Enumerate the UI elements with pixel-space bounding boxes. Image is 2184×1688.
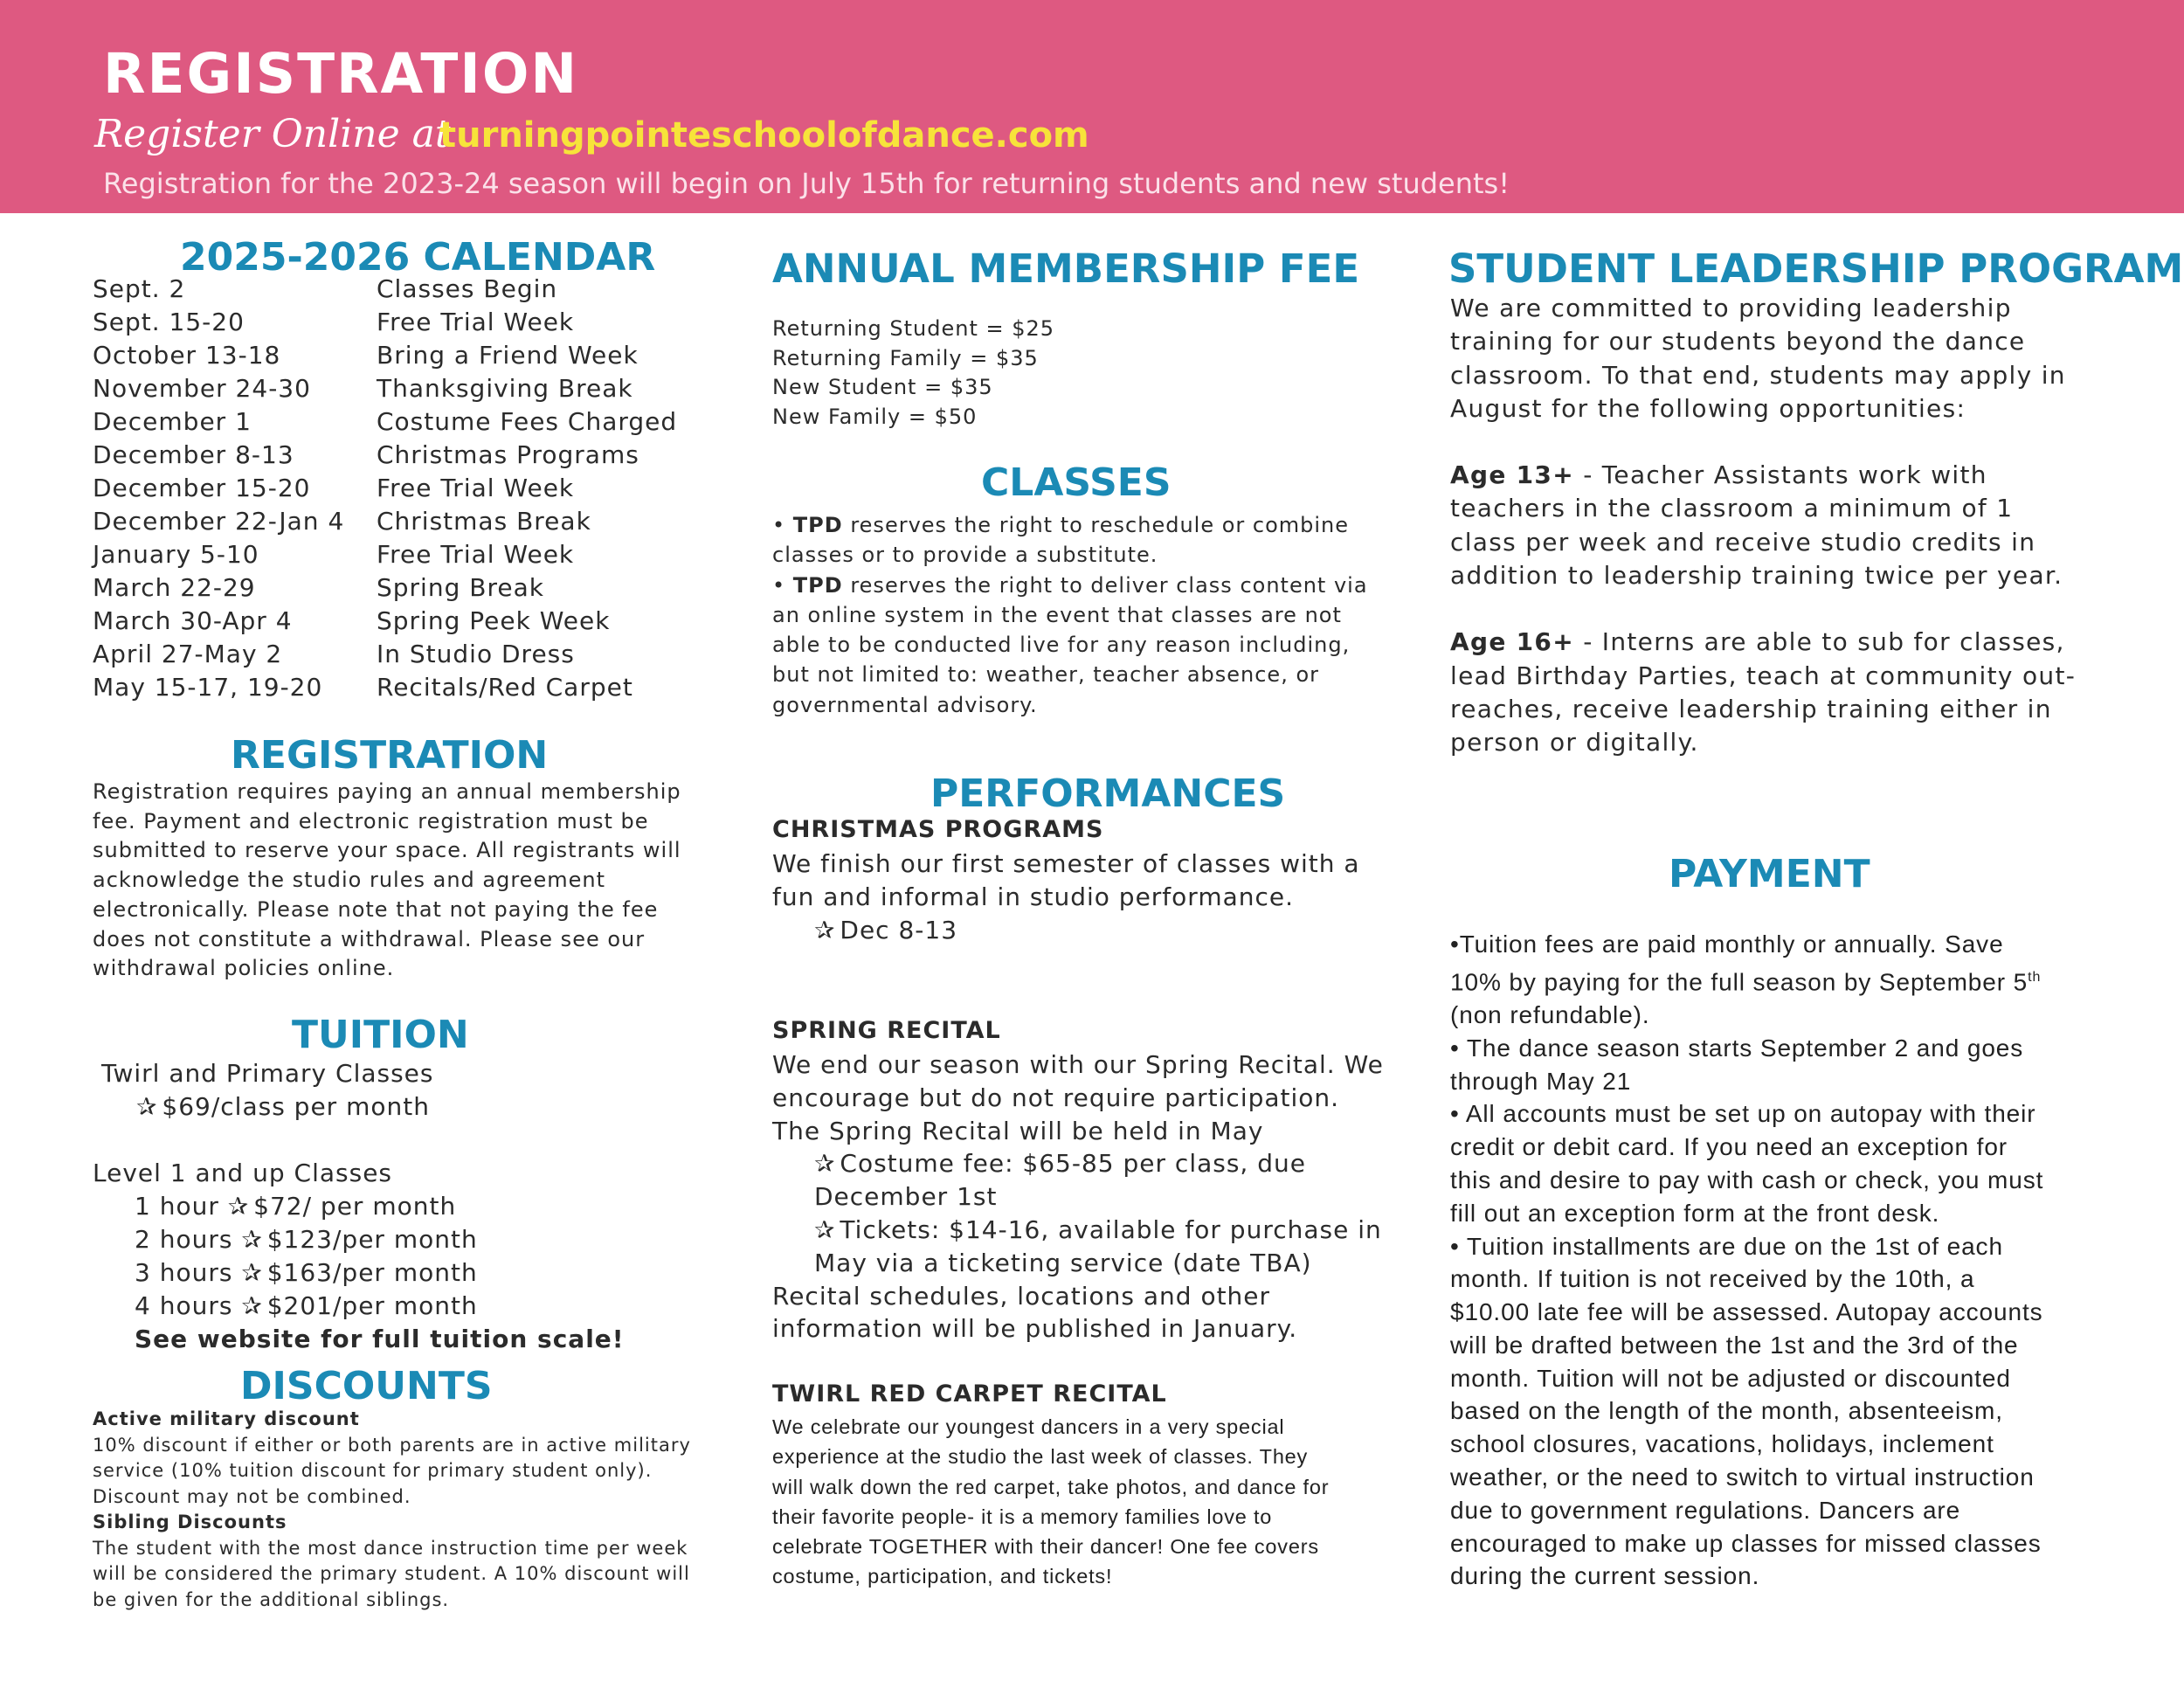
- calendar-row: [93, 273, 704, 306]
- age13-label: Age 13+: [1450, 460, 1574, 490]
- payment-line: • The dance season starts September 2 and goes: [1450, 1034, 2024, 1062]
- membership-fee-line: Returning Student = $25: [772, 316, 1055, 341]
- calendar-event: Free Trial Week: [377, 540, 575, 569]
- age16-line: person or digitally.: [1450, 728, 1699, 758]
- payment-line-first: •Tuition fees are paid monthly or annually. Save: [1450, 930, 2004, 958]
- calendar-date: November 24-30: [93, 374, 311, 403]
- spring-line: We end our season with our Spring Recital. We: [772, 1050, 1384, 1079]
- calendar-event: Christmas Programs: [377, 440, 639, 469]
- christmas-date: Dec 8-13: [840, 915, 958, 944]
- registration-line: fee. Payment and electronic registration must be: [93, 808, 649, 834]
- sibling-discount-text: [93, 1536, 757, 1614]
- calendar-row: [93, 405, 704, 439]
- payment-line: through May 21: [1450, 1067, 1632, 1095]
- payment-line: this and desire to pay with cash or check, you must: [1450, 1166, 2044, 1193]
- calendar-row: [93, 571, 704, 605]
- membership-heading: ANNUAL MEMBERSHIP FEE: [772, 246, 1360, 292]
- classes-item2-line1: reserves the right to deliver class content via: [850, 572, 1368, 598]
- membership-fee-line: New Student = $35: [772, 375, 993, 400]
- classes-item2-line: able to be conducted live for any reason including,: [772, 633, 1351, 658]
- tuition-price: $201/per month: [266, 1291, 478, 1320]
- star-outline-icon: ✰: [241, 1291, 263, 1320]
- age16-label: Age 16+: [1450, 627, 1574, 657]
- header-title: REGISTRATION: [103, 42, 579, 106]
- tuition-level-row: [93, 1190, 739, 1223]
- military-discount-text: [93, 1433, 757, 1511]
- calendar-row: [93, 472, 704, 505]
- discounts-block: [93, 1407, 757, 1613]
- age13-line1: - Teacher Assistants work with: [1583, 460, 1987, 490]
- spring-bullet-text: Tickets: $14-16, available for purchase in: [840, 1214, 1382, 1244]
- christmas-programs-title: CHRISTMAS PROGRAMS: [772, 816, 1104, 843]
- payment-line: • All accounts must be set up on autopay with their: [1450, 1100, 2036, 1128]
- twirl-primary-label: Twirl and Primary Classes: [101, 1059, 434, 1088]
- payment-line: (non refundable).: [1450, 1000, 1650, 1028]
- calendar-event: In Studio Dress: [377, 640, 575, 668]
- payment-line-second-text: 10% by paying for the full season by September 5: [1450, 968, 2028, 996]
- twirl-price: $69/class per month: [162, 1092, 430, 1121]
- spring-bullet-cont: May via a ticketing service (date TBA): [814, 1248, 1312, 1277]
- age13-first-line: [1450, 459, 2149, 492]
- sibling-line: be given for the additional siblings.: [93, 1588, 450, 1610]
- twirl-line: celebrate TOGETHER with their dancer! One fee covers: [772, 1535, 1319, 1559]
- calendar-date: Sept. 15-20: [93, 308, 245, 336]
- spring-bullet: [772, 1214, 1436, 1247]
- twirl-price-line: [93, 1090, 739, 1124]
- tuition-price: $163/per month: [266, 1258, 478, 1287]
- calendar-row: [93, 339, 704, 372]
- calendar-heading: 2025-2026 CALENDAR: [180, 235, 656, 280]
- tuition-price: $123/per month: [266, 1225, 478, 1254]
- military-line: service (10% tuition discount for primary student only).: [93, 1460, 653, 1481]
- christmas-lines: [772, 847, 1419, 914]
- star-outline-icon: ✰: [241, 1225, 263, 1254]
- registration-line: Registration requires paying an annual membership: [93, 779, 681, 804]
- payment-lines: [1450, 999, 2149, 1593]
- spring-bullet-text: Costume fee: $65-85 per class, due: [840, 1149, 1306, 1179]
- calendar-event: Bring a Friend Week: [377, 341, 639, 370]
- registration-line: electronically. Please note that not paying the fee: [93, 896, 659, 922]
- registration-line: acknowledge the studio rules and agreement: [93, 868, 605, 893]
- leadership-intro: [1450, 292, 2149, 425]
- age13-line: teachers in the classroom a minimum of 1: [1450, 494, 2014, 523]
- twirl-line: their favorite people- it is a memory families love to: [772, 1505, 1273, 1528]
- tpd-abbrev: TPD: [792, 513, 843, 537]
- calendar-date: January 5-10: [93, 540, 259, 569]
- age16-line1: - Interns are able to sub for classes,: [1583, 627, 2065, 657]
- calendar-row: [93, 638, 704, 671]
- classes-item2-rest: [772, 600, 1419, 720]
- calendar-row: [93, 439, 704, 472]
- sibling-line: will be considered the primary student. A 10% discount will: [93, 1563, 690, 1584]
- calendar-event: Costume Fees Charged: [377, 407, 678, 436]
- classes-item1-line2: classes or to provide a substitute.: [772, 543, 1158, 568]
- membership-fee-line: Returning Family = $35: [772, 345, 1039, 370]
- twirl-line: experience at the studio the last week of classes. They: [772, 1445, 1309, 1469]
- payment-line: will be drafted between the 1st and the 3rd of the: [1450, 1331, 2019, 1359]
- calendar-table: [93, 273, 704, 704]
- tuition-hours: 2 hours: [135, 1225, 242, 1254]
- christmas-date-line: [772, 914, 1419, 947]
- tuition-heading: TUITION: [292, 1013, 469, 1057]
- calendar-date: May 15-17, 19-20: [93, 673, 323, 702]
- calendar-event: Thanksgiving Break: [377, 374, 633, 403]
- payment-heading: PAYMENT: [1669, 852, 1870, 896]
- spring-bullet: [772, 1147, 1436, 1180]
- classes-block: [772, 510, 1419, 720]
- star-outline-icon: ✰: [227, 1192, 250, 1221]
- payment-line: school closures, vacations, holidays, inclement: [1450, 1430, 1994, 1458]
- age16-line: reaches, receive leadership training either in: [1450, 694, 2052, 723]
- tuition-hours: 3 hours: [135, 1258, 242, 1287]
- leadership-block: [1450, 292, 2149, 760]
- christmas-line: We finish our first semester of classes with a: [772, 849, 1360, 878]
- spring-bullet-cont: December 1st: [814, 1182, 998, 1212]
- classes-heading: CLASSES: [981, 460, 1171, 505]
- calendar-date: April 27-May 2: [93, 640, 283, 668]
- twirl-line: will walk down the red carpet, take photos, and dance for: [772, 1475, 1330, 1498]
- membership-fees: [772, 315, 1384, 432]
- payment-line: fill out an exception form at the front desk.: [1450, 1199, 1940, 1227]
- classes-item2-line: an online system in the event that classes are not: [772, 602, 1342, 627]
- star-outline-icon: ✰: [814, 1149, 836, 1179]
- calendar-event: Christmas Break: [377, 507, 591, 536]
- spring-line: The Spring Recital will be held in May: [772, 1116, 1264, 1145]
- twirl-recital-text: [772, 1412, 1436, 1592]
- payment-sup: th: [2028, 969, 2042, 985]
- registration-line: submitted to reserve your space. All registrants will: [93, 838, 681, 863]
- classes-item-online: • TPD reserves the right to deliver class content via: [772, 572, 1368, 598]
- spring-line: information will be published in January.: [772, 1314, 1298, 1344]
- age13-line: class per week and receive studio credits in: [1450, 527, 2036, 557]
- christmas-programs-text: [772, 847, 1419, 946]
- calendar-event: Spring Peek Week: [377, 606, 611, 635]
- payment-line: month. If tuition is not received by the 10th, a: [1450, 1265, 1975, 1293]
- tuition-hours: 4 hours: [135, 1291, 242, 1320]
- registration-line: withdrawal policies online.: [93, 956, 395, 981]
- military-line: 10% discount if either or both parents are in active military: [93, 1434, 691, 1456]
- classes-item2-line: but not limited to: weather, teacher absence, or: [772, 662, 1320, 688]
- spring-recital-title: SPRING RECITAL: [772, 1017, 1001, 1044]
- calendar-date: October 13-18: [93, 341, 281, 370]
- calendar-date: March 22-29: [93, 573, 256, 602]
- tuition-level-row: [93, 1223, 739, 1256]
- calendar-row: [93, 306, 704, 339]
- website-link[interactable]: turningpointeschoolofdance.com: [439, 115, 1089, 156]
- leadership-intro-line: training for our students beyond the dance: [1450, 327, 2026, 356]
- age16-rest: [1450, 660, 2149, 760]
- calendar-date: December 15-20: [93, 474, 311, 502]
- christmas-line: fun and informal in studio performance.: [772, 882, 1295, 911]
- tpd-abbrev: TPD: [792, 572, 843, 598]
- twirl-line: costume, participation, and tickets!: [772, 1565, 1113, 1588]
- payment-line: month. Tuition will not be adjusted or discounted: [1450, 1364, 2011, 1392]
- tuition-hours: 1 hour: [135, 1192, 228, 1221]
- payment-line: based on the length of the month, absenteeism,: [1450, 1397, 2003, 1425]
- star-outline-icon: ✰: [814, 1214, 836, 1244]
- level-label: Level 1 and up Classes: [93, 1159, 393, 1187]
- header-band: [0, 0, 2184, 213]
- military-discount-title: Active military discount: [93, 1408, 360, 1429]
- calendar-row: [93, 372, 704, 405]
- classes-item2-line: governmental advisory.: [772, 692, 1038, 717]
- calendar-date: December 8-13: [93, 440, 294, 469]
- twirl-recital-title: TWIRL RED CARPET RECITAL: [772, 1380, 1167, 1408]
- registration-text: [93, 778, 739, 984]
- calendar-event: Free Trial Week: [377, 308, 575, 336]
- tuition-levels: [93, 1190, 739, 1323]
- leadership-intro-line: August for the following opportunities:: [1450, 393, 1966, 423]
- age13-line: addition to leadership training twice per year.: [1450, 561, 2063, 591]
- calendar-date: December 1: [93, 407, 252, 436]
- spring-line: Recital schedules, locations and other: [772, 1281, 1271, 1311]
- tuition-level-row: [93, 1290, 739, 1323]
- payment-line: • Tuition installments are due on the 1st of each: [1450, 1232, 2003, 1260]
- star-outline-icon: ✰: [814, 915, 836, 944]
- registration-season-note: Registration for the 2023-24 season will begin on July 15th for returning students and new students!: [103, 167, 1510, 200]
- twirl-line: We celebrate our youngest dancers in a very special: [772, 1415, 1285, 1438]
- payment-line: due to government regulations. Dancers are: [1450, 1496, 1961, 1524]
- star-outline-icon: ✰: [136, 1092, 158, 1121]
- performances-heading: PERFORMANCES: [930, 771, 1286, 816]
- discounts-heading: DISCOUNTS: [240, 1364, 493, 1408]
- register-online-script: Register Online at: [94, 112, 451, 156]
- leadership-heading: STUDENT LEADERSHIP PROGRAM: [1448, 246, 2184, 292]
- tuition-price: $72/ per month: [253, 1192, 457, 1221]
- payment-line: $10.00 late fee will be assessed. Autopay accounts: [1450, 1298, 2043, 1326]
- age16-line: lead Birthday Parties, teach at community out-: [1450, 661, 2077, 690]
- calendar-date: Sept. 2: [93, 274, 186, 303]
- tuition-block: [93, 1057, 739, 1356]
- classes-item1-line1: reserves the right to reschedule or combine: [850, 513, 1350, 537]
- age13-rest: [1450, 492, 2149, 592]
- tuition-level-row: [93, 1256, 739, 1290]
- calendar-event: Recitals/Red Carpet: [377, 673, 633, 702]
- payment-line-second: [1450, 961, 2149, 999]
- payment-block: [1450, 928, 2149, 1593]
- spring-line: encourage but do not require participation.: [772, 1083, 1340, 1112]
- spring-recital-text: [772, 1048, 1436, 1346]
- calendar-event: Free Trial Week: [377, 474, 575, 502]
- calendar-event: Spring Break: [377, 573, 544, 602]
- calendar-row: [93, 671, 704, 704]
- calendar-date: December 22-Jan 4: [93, 507, 345, 536]
- calendar-date: March 30-Apr 4: [93, 606, 293, 635]
- age16-first-line: [1450, 626, 2149, 659]
- payment-line: credit or debit card. If you need an exception for: [1450, 1133, 2008, 1161]
- website-scale-note: See website for full tuition scale!: [135, 1325, 625, 1353]
- calendar-event: Classes Begin: [377, 274, 558, 303]
- payment-line: during the current session.: [1450, 1562, 1760, 1590]
- calendar-row: [93, 538, 704, 571]
- star-outline-icon: ✰: [241, 1258, 263, 1287]
- calendar-row: [93, 505, 704, 538]
- leadership-intro-line: We are committed to providing leadership: [1450, 294, 2012, 322]
- registration-heading: REGISTRATION: [231, 733, 549, 778]
- calendar-row: [93, 605, 704, 638]
- registration-line: does not constitute a withdrawal. Please see our: [93, 926, 646, 951]
- military-line: Discount may not be combined.: [93, 1485, 411, 1507]
- leadership-intro-line: classroom. To that end, students may apply in: [1450, 360, 2066, 390]
- classes-item-reschedule: • TPD reserves the right to reschedule or combine: [772, 513, 1350, 537]
- membership-fee-line: New Family = $50: [772, 405, 978, 430]
- sibling-line: The student with the most dance instruction time per week: [93, 1537, 688, 1559]
- payment-line: encouraged to make up classes for missed classes: [1450, 1529, 2042, 1557]
- payment-line: weather, or the need to switch to virtual instruction: [1450, 1463, 2035, 1491]
- sibling-discount-title: Sibling Discounts: [93, 1512, 287, 1532]
